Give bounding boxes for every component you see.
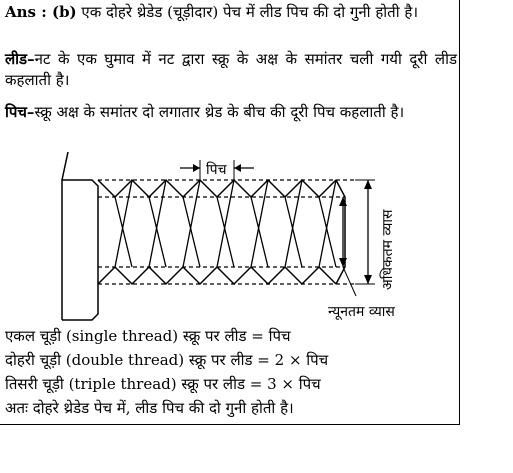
minor-dia-leader: [343, 267, 356, 296]
thread-bottom-profile: [98, 267, 336, 284]
minor-dia-label: न्यूनतम व्यास: [328, 304, 395, 320]
lead-text: नट के एक घुमाव में नट द्वारा स्क्रू के अक्ष के समांतर चली गयी दूरी लीड कहलाती है।: [5, 50, 457, 89]
screw-head: [62, 180, 98, 320]
answer-prefix: Ans : (b): [5, 3, 77, 21]
conclusion: अतः दोहरे थ्रेडेड पेच में, लीड पिच की दो गुनी होती है।: [5, 399, 294, 417]
rule-single: एकल चूड़ी (single thread) स्क्रू पर लीड = पिच: [5, 327, 291, 345]
answer-text: एक दोहरे थ्रेडेड (चूड़ीदार) पेच में लीड पिच की दो गुनी होती है।: [76, 3, 419, 21]
pitch-text: स्क्रू अक्ष के समांतर दो लगातार थ्रेड के बीच की दूरी पिच कहलाती है।: [34, 103, 405, 121]
pitch-label: पिच: [206, 162, 227, 178]
lead-term: लीड–: [5, 50, 35, 68]
rule-double: दोहरी चूड़ी (double thread) स्क्रू पर लीड = 2 × पिच: [5, 351, 329, 369]
pitch-term: पिच–: [5, 103, 35, 121]
major-dia-label: अधिकतम व्यास: [380, 209, 396, 290]
rule-triple: तिसरी चूड़ी (triple thread) स्क्रू पर लीड = 3 × पिच: [5, 375, 321, 393]
head-top-mark: [62, 152, 68, 180]
